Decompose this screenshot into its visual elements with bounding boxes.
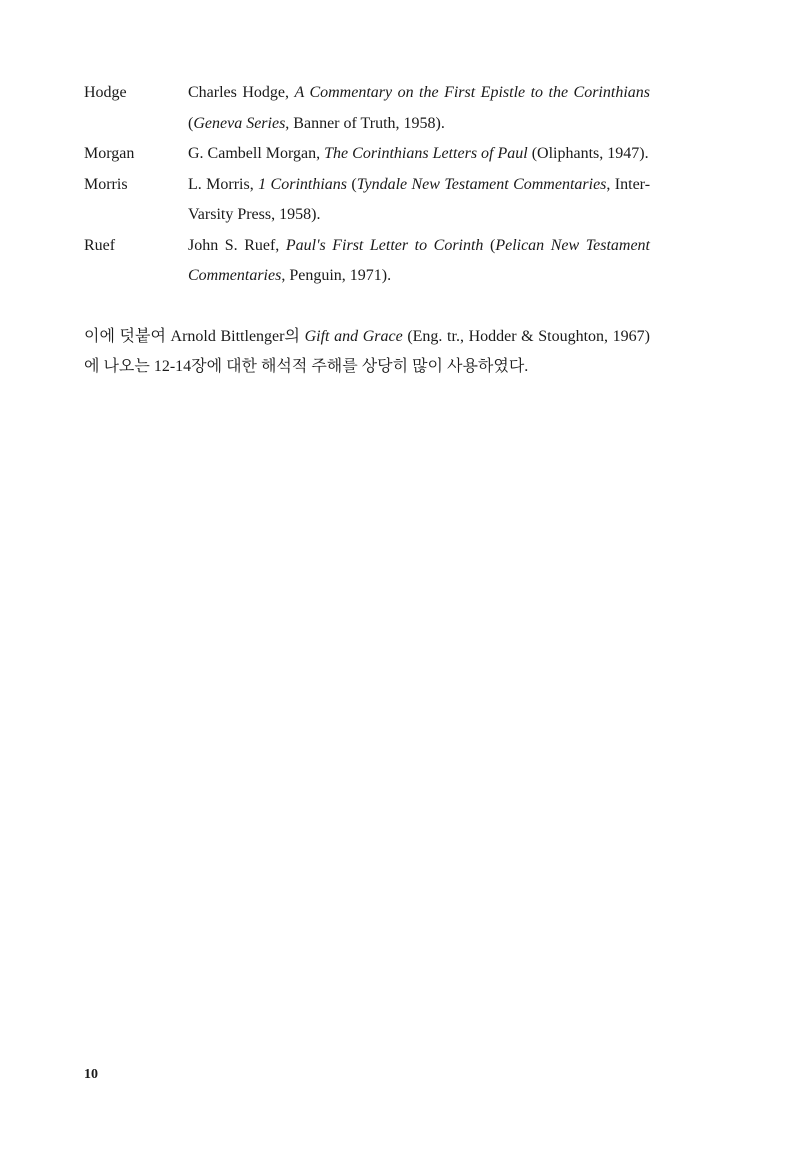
citation-title: The Corinthians Letters of Paul — [324, 145, 528, 162]
citation-author: Charles Hodge, — [188, 84, 295, 101]
citation-series: Pelican New Testament Commentaries — [188, 236, 651, 284]
note-title: Gift and Grace — [304, 327, 403, 345]
citation-open: ( — [347, 175, 357, 193]
abbreviation-key: Morris — [84, 175, 128, 193]
abbreviation-citation — [188, 170, 650, 231]
citation-author: John S. Ruef, — [188, 236, 286, 254]
citation-author: G. Cambell Morgan, — [188, 145, 325, 162]
note-lead: 이에 덧붙여 Arnold Bittlenger의 — [84, 327, 305, 345]
abbreviation-entry-morris — [84, 170, 650, 231]
abbreviation-citation — [188, 139, 650, 170]
citation-title: Paul's First Letter to Corinth — [285, 236, 484, 254]
abbreviation-entry-hodge — [84, 78, 650, 139]
page-body — [84, 78, 650, 399]
citation-publisher: (Oliphants, 1947). — [527, 145, 649, 162]
abbreviation-entry-ruef — [84, 231, 650, 292]
citation-series: Geneva Series — [193, 114, 286, 132]
citation-publisher: , Inter-Varsity Press, 1958). — [188, 175, 651, 223]
abbreviation-key: Hodge — [84, 84, 127, 101]
abbreviation-citation — [188, 231, 650, 292]
abbreviation-citation — [188, 78, 650, 139]
citation-open: ( — [188, 114, 194, 132]
citation-open: ( — [483, 236, 496, 254]
abbreviation-list — [84, 78, 650, 292]
citation-author: L. Morris, — [188, 175, 259, 193]
citation-title: 1 Corinthians — [258, 175, 348, 193]
citation-publisher: , Banner of Truth, 1958). — [285, 114, 445, 132]
citation-series: Tyndale New Testament Commentaries — [356, 175, 607, 193]
note-paragraph — [84, 322, 650, 383]
citation-title: A Commentary on the First Epistle to the Corinthians — [294, 84, 650, 101]
page-number: 10 — [84, 1067, 98, 1082]
citation-publisher: , Penguin, 1971). — [281, 267, 392, 284]
abbreviation-entry-morgan — [84, 139, 650, 170]
abbreviation-key: Morgan — [84, 145, 135, 162]
abbreviation-key: Ruef — [84, 236, 116, 254]
note-tail: (Eng. tr., Hodder & Stoughton, 1967)에 나오는 12-14장에 대한 해석적 주해를 상당히 많이 사용하였다. — [84, 327, 651, 375]
